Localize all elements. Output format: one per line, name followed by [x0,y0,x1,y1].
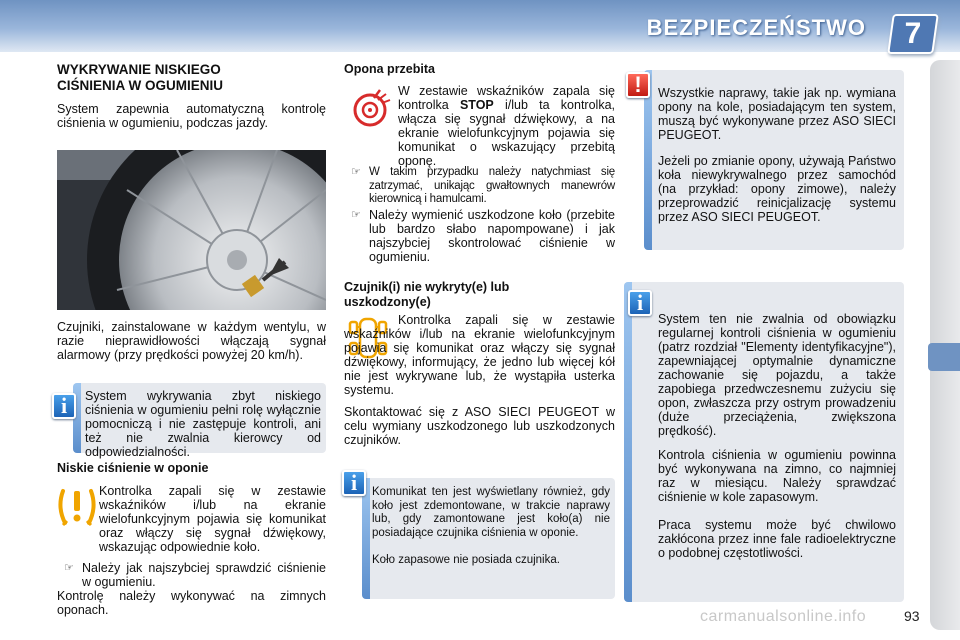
info-note-text: System wykrywania zbyt niskiego ciśnienia w ogumieniu pełni rolę wyłącznie pomocniczą i nie zastępuje kontroli, ani też nie zwalnia kierowcy od odpowiedzialności. [85,389,321,459]
info-note-text-3: Praca systemu może być chwilowo zakłócona przez inne fale radioelektryczne o podobnej częstotliwości. [658,518,896,560]
puncture-bullet-2-text: Należy wymienić uszkodzone koło (przebite lub bardzo słabo napompowane) i jak najszybciej skontrolować ciśnienie w ogumieniu. [369,208,615,264]
sensor-fault-text: Kontrolka zapali się w zestawie wskaźników i/lub na ekranie wielofunkcyjnym pojawia się komunikat oraz włączy się sygnał dźwiękowy, informujący, że jedno lub więcej kół nie jest wykrywane lub, że wystąpiła usterka systemu. [344,313,615,397]
tyre-pressure-warning-icon [57,485,97,534]
chapter-side-rail-active [928,343,960,371]
intro-paragraph: System zapewnia automatyczną kontrolę ciśnienia w ogumieniu, podczas jazdy. [57,102,326,130]
info-icon: i [52,393,76,419]
page-number: 93 [904,608,920,624]
puncture-bullet-2 [351,208,615,264]
low-pressure-text: Kontrolka zapali się w zestawie wskaźników i/lub na ekranie wielofunkcyjnym pojawia się komunikat oraz włączy się sygnał dźwiękowy, wskazując odpowiednie koło. [99,484,326,554]
sensor-fault-contact: Skontaktować się z ASO SIECI PEUGEOT w celu wymiany uszkodzonego lub uszkodzonych czujników. [344,405,615,447]
sensor-fault-title-line-2: uszkodzony(e) [344,295,431,309]
warning-note-text-2: Jeżeli po zmianie opony, używają Państwo koła niewykrywalnego przez samochód (na przykład: opony zimowe), należy przeprowadzić reinicjalizację systemu przez ASO SIECI PEUGEOT. [658,154,896,224]
section-title-line-1: WYKRYWANIE NISKIEGO [57,62,221,77]
warning-icon: ! [626,72,650,98]
pointing-hand-icon: ☞ [351,209,361,221]
stop-label: STOP [459,98,494,112]
spare-wheel-note: Koło zapasowe nie posiada czujnika. [372,554,560,566]
info-note-text-2: Kontrola ciśnienia w ogumieniu powinna być wykonywana na zimno, co najmniej raz w miesiącu. Należy sprawdzać ciśnienie w kole zapasowym. [658,448,896,504]
section-title [57,62,223,94]
puncture-text [398,84,615,168]
watermark: carmanualsonline.info [700,608,867,625]
pointing-hand-icon: ☞ [64,562,74,574]
info-icon: i [342,470,366,496]
info-note-box [362,478,615,599]
puncture-bullet-1-text: W takim przypadku należy natychmiast się zatrzymać, unikając gwałtownych manewrów kierownicą i hamulcami. [369,166,615,205]
alloy-wheel-image [57,150,326,310]
sensors-paragraph: Czujniki, zainstalowane w każdym wentylu, w razie nieprawidłowości włączają sygnał alarmowy (przy prędkości powyżej 20 km/h). [57,320,326,362]
info-note-text: Komunikat ten jest wyświetlany również, gdy koło jest zdemontowane, w trakcie naprawy lub, gdy zamontowane jest koło(a) nie posiadające czujnika ciśnienia w oponie. [372,486,610,539]
low-pressure-title: Niskie ciśnienie w oponie [57,461,209,475]
sensor-fault-title [344,280,509,310]
low-pressure-bullet [64,561,326,589]
puncture-bullet-1 [351,166,615,207]
tyre-valve-photo [57,150,326,310]
warning-note-box [644,70,904,250]
puncture-text-before: W zestawie wskaźników zapala się kontrolka [398,84,615,112]
punctured-tyre-icon [350,86,394,133]
puncture-text-after: i/lub ta kontrolka, włącza się sygnał dźwiękowy, a na ekranie wielofunkcyjnym pojawia się komunikat o wskazujący przebitą oponę. [398,98,615,168]
chapter-number: 7 [904,17,922,50]
warning-note-text-1: Wszystkie naprawy, takie jak np. wymiana opony na kole, posiadającym ten system, muszą być wykonywane przez ASO SIECI PEUGEOT. [658,86,896,142]
sensor-fault-title-line-1: Czujnik(i) nie wykryty(e) lub [344,280,510,294]
info-note-box [624,282,904,602]
page-title: BEZPIECZEŃSTWO [646,15,866,40]
info-note-box [73,383,326,459]
section-title-line-2: CIŚNIENIA W OGUMIENIU [57,78,224,93]
puncture-title: Opona przebita [344,62,435,76]
info-note-bar [624,282,632,602]
cold-check-paragraph: Kontrolę należy wykonywać na zimnych oponach. [57,589,326,617]
info-note-bar [362,478,370,599]
pointing-hand-icon: ☞ [351,166,361,178]
info-note-text-1: System ten nie zwalnia od obowiązku regularnej kontroli ciśnienia w ogumieniu (patrz rozdział "Elementy identyfikacyjne"), zapewniającej optymalnie dynamiczne zachowanie się pojazdu, a także zapobiega przedwczesnemu zużyciu się opon, zwłaszcza przy ostrym prowadzeniu (duże przeciążenia, zwiększona prędkość). [658,312,896,438]
info-icon: i [628,290,652,316]
low-pressure-bullet-text: Należy jak najszybciej sprawdzić ciśnienie w ogumieniu. [82,561,326,589]
